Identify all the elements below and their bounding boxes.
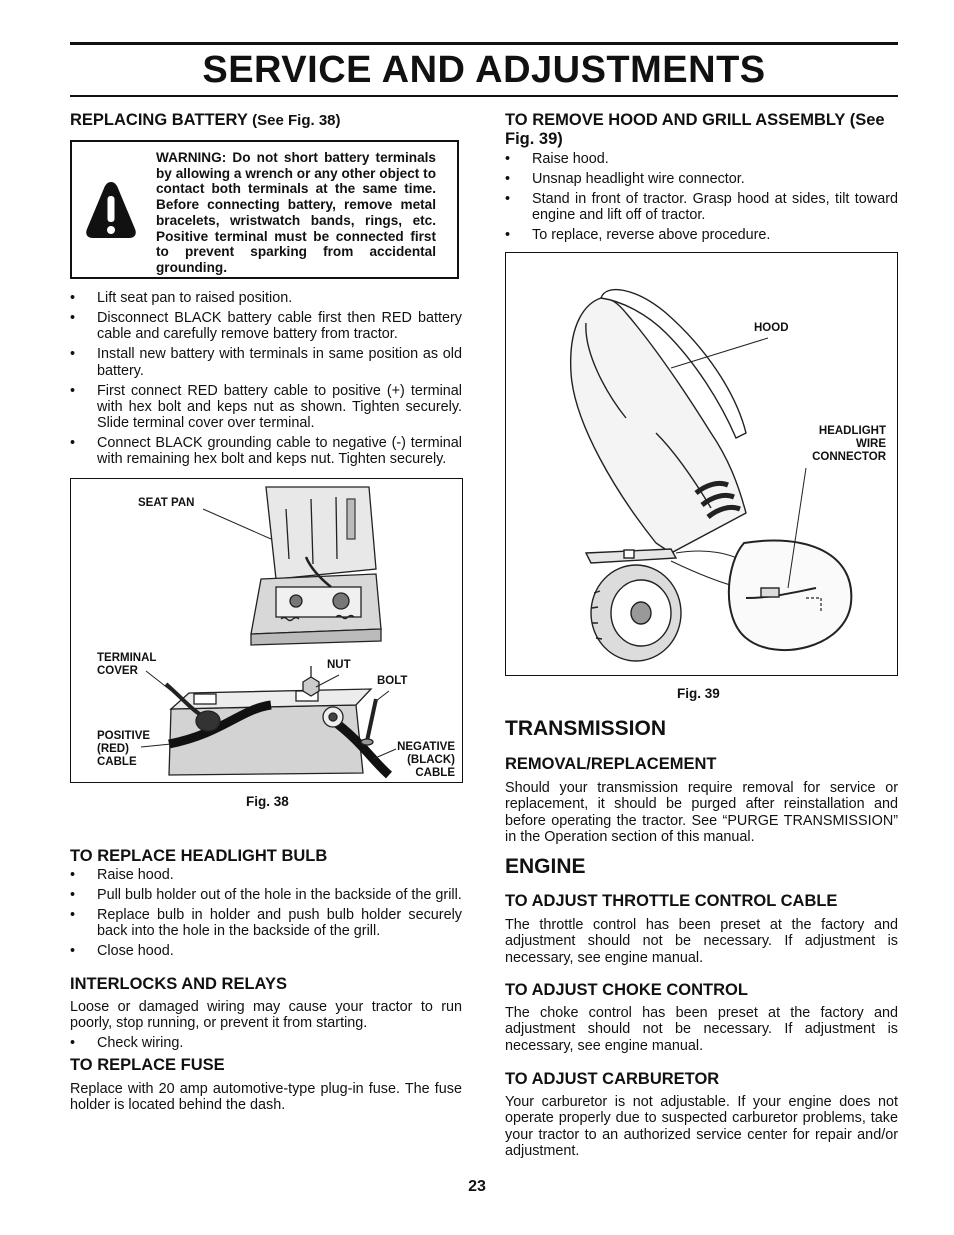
page-number: 23 (468, 1178, 486, 1195)
list-item: • Connect BLACK grounding cable to negative (-) terminal with remaining hex bolt and keps nut. Tighten securely. (70, 435, 462, 468)
choke-text: The choke control has been preset at the factory and adjustment should not be necessary. If adjustment is necessary, see engine manual. (505, 1005, 898, 1054)
interlocks-heading: INTERLOCKS AND RELAYS (70, 975, 287, 993)
label-terminal-cover: TERMINAL COVER (97, 652, 157, 677)
carburetor-text: Your carburetor is not adjustable. If your engine does not operate properly due to suspected carburetor problems, take your tractor to an authorized service center for repair and/or adjustment. (505, 1094, 898, 1159)
label-hood: HOOD (754, 322, 789, 334)
label-positive-cable: POSITIVE (RED) CABLE (97, 730, 151, 768)
interlocks-steps (70, 1035, 462, 1055)
headlight-steps (70, 867, 462, 963)
list-item: • Disconnect BLACK battery cable first then RED battery cable and carefully remove battery from tractor. (70, 310, 462, 343)
interlocks-text: Loose or damaged wiring may cause your tractor to run poorly, stop running, or prevent it from starting. (70, 999, 462, 1032)
label-bolt: BOLT (377, 675, 408, 687)
transmission-heading: TRANSMISSION (505, 717, 667, 740)
label-seat-pan: SEAT PAN (138, 497, 195, 509)
list-item: • Close hood. (70, 943, 462, 959)
throttle-text: The throttle control has been preset at the factory and adjustment should not be necessary. If adjustment is necessary, see engine manual. (505, 917, 898, 966)
list-item: • Install new battery with terminals in same position as old battery. (70, 346, 462, 379)
warning-text: WARNING: Do not short battery terminals by allowing a wrench or any other object to contact both terminals at the same time. Before connecting battery, remove metal bracelets, wristwatch bands, rings, etc. Positive terminal must be connected first to prevent sparking from accidental grounding. (156, 150, 436, 275)
label-nut: NUT (327, 659, 351, 671)
fig38-box (70, 478, 463, 783)
choke-heading: TO ADJUST CHOKE CONTROL (505, 981, 748, 999)
fuse-text: Replace with 20 amp automotive-type plug-in fuse. The fuse holder is located behind the dash. (70, 1081, 462, 1114)
battery-heading-text: REPLACING BATTERY (70, 111, 248, 129)
warning-icon (84, 180, 138, 242)
hood-steps (505, 151, 898, 247)
label-headlight-connector: HEADLIGHT WIRE CONNECTOR (812, 425, 886, 463)
engine-heading: ENGINE (505, 855, 586, 878)
list-item: • Stand in front of tractor. Grasp hood at sides, tilt toward engine and lift off of tractor. (505, 191, 898, 224)
list-item: • Check wiring. (70, 1035, 462, 1051)
header-bottom-rule (70, 95, 898, 97)
headlight-heading: TO REPLACE HEADLIGHT BULB (70, 847, 328, 865)
label-negative-cable: NEGATIVE (BLACK) CABLE (397, 741, 455, 779)
fuse-heading: TO REPLACE FUSE (70, 1056, 225, 1074)
list-item: • Lift seat pan to raised position. (70, 290, 462, 306)
list-item: • Raise hood. (70, 867, 462, 883)
hood-heading: TO REMOVE HOOD AND GRILL ASSEMBLY (See Fig. 39) (505, 111, 885, 148)
carburetor-heading: TO ADJUST CARBURETOR (505, 1070, 720, 1088)
fig39-box (505, 252, 898, 676)
fig39-caption: Fig. 39 (677, 686, 720, 701)
removal-heading: REMOVAL/REPLACEMENT (505, 755, 717, 773)
warning-box (70, 140, 459, 279)
battery-steps (70, 290, 462, 471)
fig38-caption: Fig. 38 (246, 794, 289, 809)
battery-heading-ref: (See Fig. 38) (252, 112, 341, 129)
battery-heading (70, 111, 460, 130)
list-item: • To replace, reverse above procedure. (505, 227, 898, 243)
list-item: • Pull bulb holder out of the hole in the backside of the grill. (70, 887, 462, 903)
hood-illustration (506, 253, 897, 675)
list-item: • Raise hood. (505, 151, 898, 167)
list-item: • First connect RED battery cable to positive (+) terminal with hex bolt and keps nut as shown. Tighten securely. Slide terminal cover over terminal. (70, 383, 462, 432)
page-title: SERVICE AND ADJUSTMENTS (202, 49, 766, 91)
transmission-text: Should your transmission require removal for service or replacement, it should be purged after reinstallation and before operating the tractor. See “PURGE TRANSMISSION” in the Operation section of this manual. (505, 780, 898, 845)
header-top-rule (70, 42, 898, 45)
throttle-heading: TO ADJUST THROTTLE CONTROL CABLE (505, 892, 838, 910)
list-item: • Replace bulb in holder and push bulb holder securely back into the hole in the backside of the grill. (70, 907, 462, 940)
list-item: • Unsnap headlight wire connector. (505, 171, 898, 187)
